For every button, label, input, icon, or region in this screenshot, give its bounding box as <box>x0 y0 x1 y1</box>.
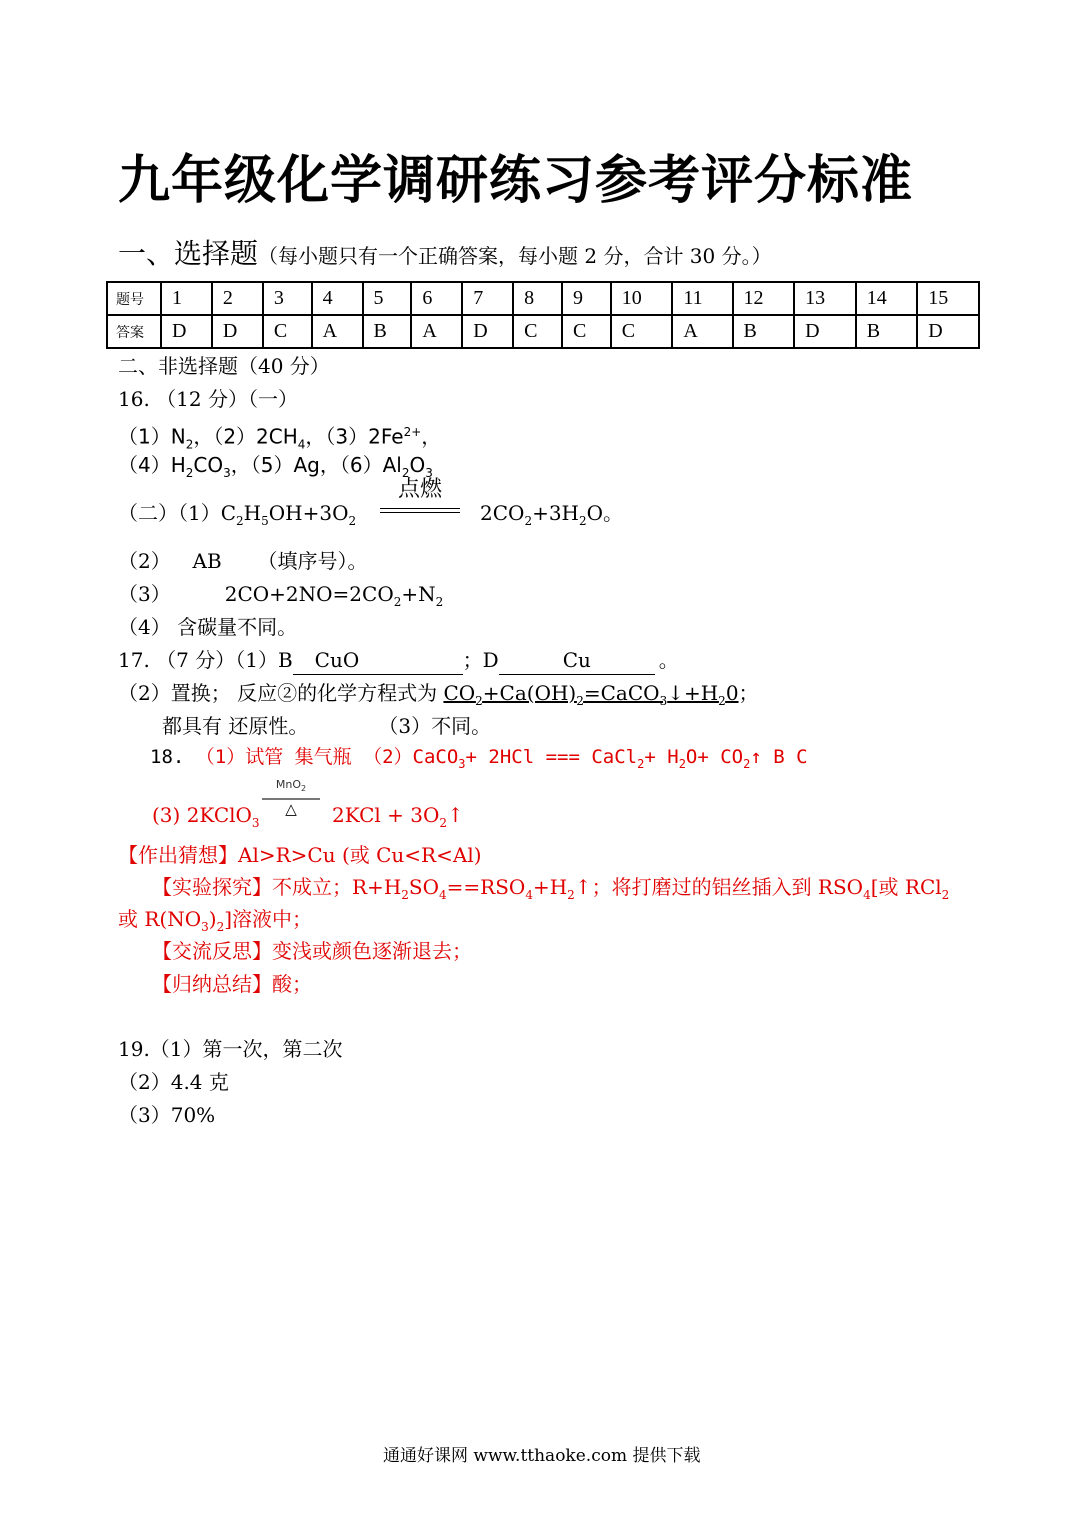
table-cell: A <box>411 315 462 348</box>
q16-head: 16. （12 分）（一） <box>118 387 298 411</box>
text: ，（5）Ag，（6）Al <box>230 453 402 477</box>
condition-label: 点燃 <box>397 477 442 502</box>
text: H <box>243 501 262 525</box>
question-number: 18. <box>150 746 185 768</box>
text: ]溶液中； <box>224 907 313 931</box>
section1-heading <box>118 232 772 272</box>
row-label-answer: 答案 <box>107 315 161 348</box>
q18-line2-products: $2KCl + 3O_2↑$ <box>332 803 464 830</box>
answer: AB <box>192 549 222 573</box>
text: O+ CO <box>685 746 744 768</box>
text: （3） <box>118 582 171 606</box>
text: （填序号）。 <box>257 549 368 573</box>
q17-line3 <box>162 712 491 740</box>
text: ；D <box>462 648 499 672</box>
q17-line2 <box>118 679 759 715</box>
table-cell: 6 <box>411 282 462 315</box>
text: ↑ <box>447 803 464 827</box>
q16-part4: （4） 含碳量不同。 <box>118 615 298 639</box>
text: （1）试管 集气瓶 （2）CaCO <box>195 746 459 768</box>
table-cell: 7 <box>462 282 513 315</box>
heat-symbol: △ <box>285 800 297 819</box>
text: 都具有 还原性。 <box>162 714 309 738</box>
table-cell: D <box>917 315 979 348</box>
table-cell: 8 <box>513 282 562 315</box>
q18-reflect: 【交流反思】变浅或颜色逐渐退去； <box>152 939 472 963</box>
q16-line1: $(1)N_2$，$(2)2CH_4$，$(3)2Fe^{2+}$， <box>118 424 442 452</box>
catalyst-condition <box>262 778 320 818</box>
answer-table <box>106 281 980 349</box>
text: （2）置换； 反应②的化学方程式为 <box>118 681 444 705</box>
superscript: 2+ <box>403 425 422 439</box>
q19-line1: 19.（1）第一次，第二次 <box>118 1037 343 1061</box>
catalyst-label: MnO$_2$ <box>275 778 307 794</box>
page-footer: 通通好课网 www.tthaoke.com 提供下载 <box>383 1446 701 1466</box>
q16-part3: （3） $2CO+2NO=2CO_2+N_2$ <box>118 582 444 609</box>
table-cell: 14 <box>856 282 918 315</box>
text: (3) 2KClO <box>152 803 252 827</box>
q16-line2: $(4)H_2CO_3$，（5）Ag，$(6)Al_2O_3$ <box>118 453 433 480</box>
text: +Ca(OH) <box>482 681 577 705</box>
page-title: 九年级化学调研练习参考评分标准 <box>118 151 914 211</box>
text: ， <box>421 424 442 449</box>
equation-underlined: $CO_2+Ca(OH)_2=CaCO_3↓+H_20$ <box>443 681 739 708</box>
text: ，（2）2CH <box>193 424 298 449</box>
table-cell: 15 <box>917 282 979 315</box>
text: （3）不同。 <box>388 714 492 738</box>
text: +H <box>532 875 568 899</box>
table-cell: 4 <box>312 282 363 315</box>
text: ==RSO <box>446 875 526 899</box>
q18-line2: (3) 2KClO$_3$ <box>152 803 260 830</box>
text: =CaCO <box>583 681 660 705</box>
q19-line2: （2）4.4 克 <box>118 1070 229 1094</box>
text: ； <box>738 681 759 705</box>
table-cell: 3 <box>263 282 312 315</box>
text: O。 <box>586 501 624 525</box>
table-row-answers <box>107 315 979 348</box>
equal-line-top <box>380 508 460 509</box>
text: ↑ B C <box>750 746 808 768</box>
table-cell: C <box>562 315 611 348</box>
text: （1）N <box>118 424 186 449</box>
table-cell: A <box>672 315 732 348</box>
text: 2CO+2NO=2CO <box>224 582 394 606</box>
text: MnO <box>275 778 302 791</box>
text: （2） <box>118 549 171 573</box>
section1-note: （每小题只有一个正确答案，每小题 2 分，合计 30 分。） <box>258 244 772 268</box>
q16-equation1-products: $2CO_2+3H_2O$。 <box>480 501 624 528</box>
reaction-condition <box>380 478 460 513</box>
q18-explore-cont: 或 $R(NO_3)_2$]溶液中； <box>118 907 313 934</box>
table-cell: C <box>263 315 312 348</box>
q18-summary: 【归纳总结】酸； <box>152 972 312 996</box>
table-cell: 1 <box>161 282 212 315</box>
text: +3H <box>532 501 580 525</box>
equal-line-bottom <box>380 512 460 513</box>
text: 2CO <box>480 501 525 525</box>
text: 。 <box>658 648 679 672</box>
table-cell: B <box>856 315 918 348</box>
text: O <box>409 453 426 477</box>
text: 2KCl + 3O <box>332 803 440 827</box>
table-cell: B <box>363 315 412 348</box>
text: CO <box>443 681 476 705</box>
section2-heading: 二、非选择题（40 分） <box>118 354 330 378</box>
table-row-numbers <box>107 282 979 315</box>
text: SO <box>408 875 440 899</box>
q19-line3: （3）70% <box>118 1103 216 1127</box>
q18-guess: 【作出猜想】Al>R>Cu (或 Cu<R<Al) <box>118 843 482 867</box>
table-cell: 10 <box>611 282 673 315</box>
section1-title: 一、选择题 <box>118 237 259 270</box>
text: ，（3）2Fe <box>305 424 404 449</box>
answer-blank-b: CuO <box>293 646 463 675</box>
text: + H <box>644 746 679 768</box>
table-cell: D <box>212 315 263 348</box>
text: 或 R(NO <box>118 907 202 931</box>
table-cell: D <box>794 315 856 348</box>
table-cell: 11 <box>672 282 732 315</box>
answer-blank-d: Cu <box>499 646 655 675</box>
text: 【实验探究】不成立；R+H <box>152 875 402 899</box>
text: （二）（1）C <box>118 501 237 525</box>
text: ↑；将打磨过的铝丝插入到 RSO <box>574 875 864 899</box>
text: 0 <box>725 681 739 705</box>
text: ↓+H <box>667 681 719 705</box>
text: [或 RCl <box>870 875 942 899</box>
text: 17. （7 分）（1）B <box>118 648 293 672</box>
table-cell: C <box>513 315 562 348</box>
text: +N <box>401 582 436 606</box>
table-cell: D <box>462 315 513 348</box>
table-cell: 12 <box>733 282 795 315</box>
row-label-number: 题号 <box>107 282 161 315</box>
text: + 2HCl === CaCl <box>465 746 638 768</box>
q17-line1 <box>118 646 679 675</box>
table-cell: 2 <box>212 282 263 315</box>
text: （4）H <box>118 453 186 477</box>
text: CO <box>193 453 224 477</box>
q18-line1: 18. （1）试管 集气瓶 （2）CaCO$_3$+ 2HCl === CaCl$_2$+ $H_2O+$ $CO_2↑$ B C <box>150 746 808 771</box>
table-cell: 5 <box>363 282 412 315</box>
q18-explore: 【实验探究】不成立；$R+H_2SO_4==RSO_4+H_2↑$；将打磨过的铝丝插入到 $RSO_4$[或 RCl$_2$ <box>152 875 950 902</box>
table-cell: B <box>733 315 795 348</box>
table-cell: C <box>611 315 673 348</box>
table-cell: A <box>312 315 363 348</box>
table-cell: 9 <box>562 282 611 315</box>
text: OH+3O <box>268 501 349 525</box>
text: ) <box>208 907 217 931</box>
q16-part2 <box>118 547 367 575</box>
q16-equation1: （二）$(1)C_2H_5OH+3O_2$ <box>118 501 357 528</box>
table-cell: 13 <box>794 282 856 315</box>
table-cell: D <box>161 315 212 348</box>
